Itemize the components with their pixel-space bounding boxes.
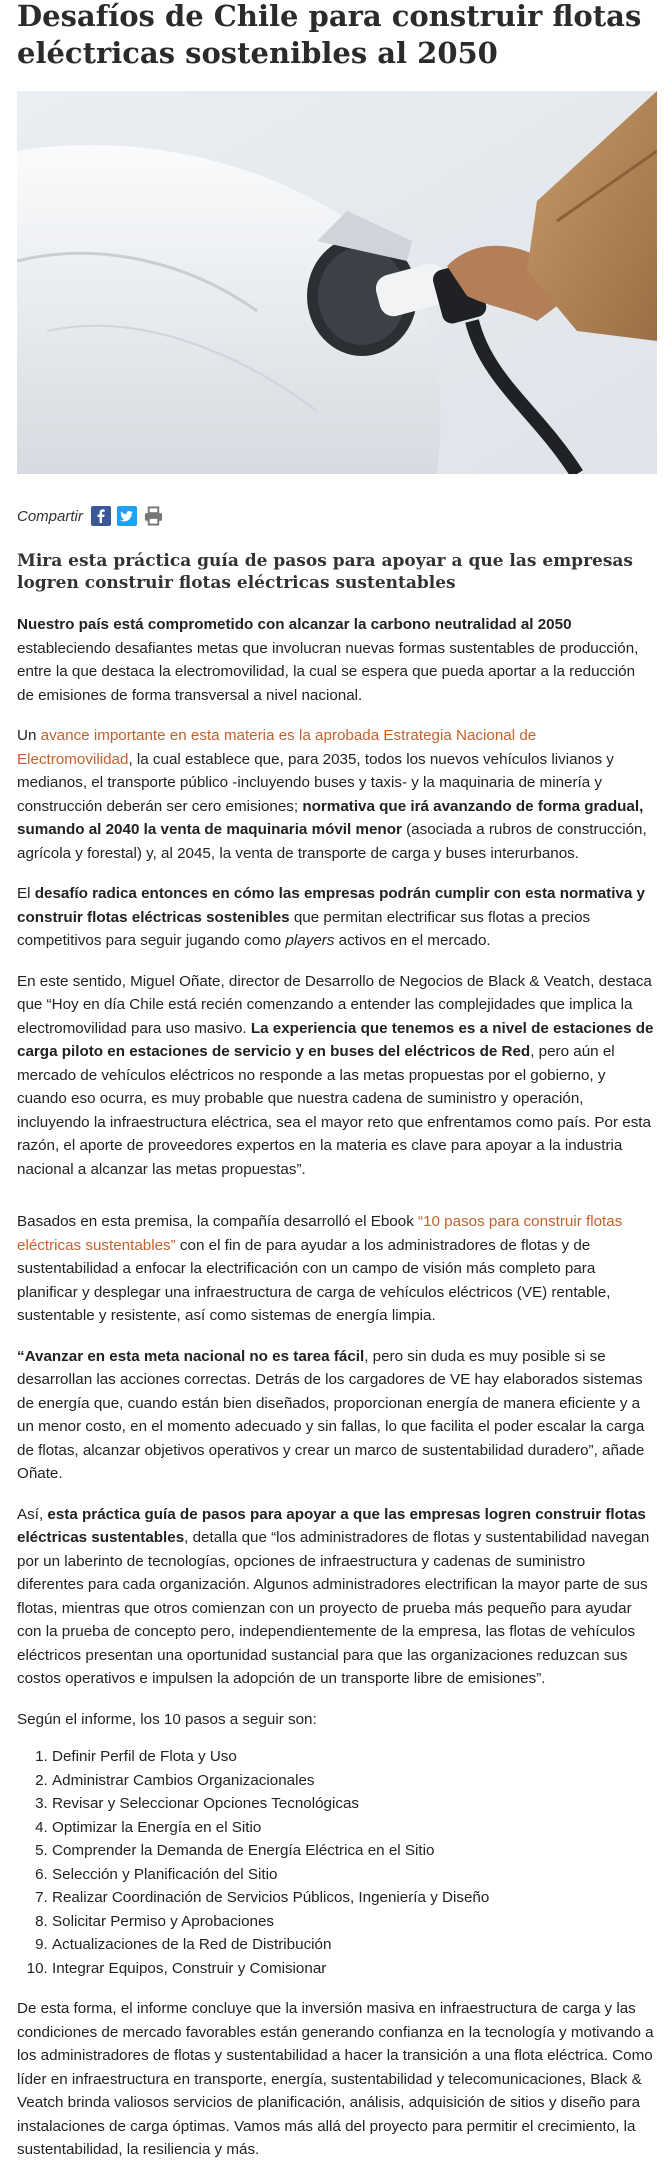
p2-bold: normativa que irá avanzando de forma gradual, sumando al 2040 la venta de maquinaria móvil menor (17, 797, 644, 838)
list-item: 10. Integrar Equipos, Construir y Comisionar (52, 1957, 656, 1981)
article-title: Desafíos de Chile para construir flotas eléctricas sostenibles al 2050 (17, 0, 642, 70)
list-item: 1. Definir Perfil de Flota y Uso (52, 1745, 656, 1769)
facebook-icon[interactable] (91, 506, 112, 527)
p4-bold: La experiencia que tenemos es a nivel de estaciones de carga piloto en estaciones de servicio y en buses del eléctricos de Red (17, 1019, 654, 1060)
list-item: 2. Administrar Cambios Organizacionales (52, 1769, 656, 1793)
paragraph-3 (17, 882, 656, 953)
paragraph-2 (17, 724, 656, 865)
twitter-icon[interactable] (117, 506, 138, 527)
p3-italic: players (285, 932, 335, 949)
p5-rest: con el fin de para ayudar a los administradores de flotas y de sustentabilidad a enfocar la electrificación con un campo de visión más completo para planificar y desplegar una infraestructura de carga de vehículos eléctricos (VE) rentable, sustentable y resistente, así como sistemas de energía limpia. (17, 1236, 611, 1324)
p4-pre: En este sentido, Miguel Oñate, director de Desarrollo de Negocios de Black & Veatch, destaca que “Hoy en día Chile está recién comenzando a entender las complejidades que implica la electromovilidad para uso masivo. (17, 972, 652, 1037)
p2-mid: , la cual establece que, para 2035, todos los nuevos vehículos livianos y medianos, el transporte público -incluyendo buses y taxis- y la maquinaria de minería y construcción deberán ser cero emisiones; (17, 750, 614, 815)
steps-list (17, 1745, 656, 1980)
list-item: 5. Comprender la Demanda de Energía Eléctrica en el Sitio (52, 1839, 656, 1863)
paragraph-1 (17, 613, 656, 707)
p6-rest: , pero sin duda es muy posible si se desarrollan las acciones correctas. Detrás de los cargadores de VE hay elaborados sistemas de energía que, cuando están bien diseñados, proporcionan energía de manera eficiente y a un menor costo, en el momento adecuado y sin fallas, lo que facilita el poder escalar la carga de flotas, alcanzar objetivos operativos y crear un marco de sustentabilidad duradero”, añade Oñate. (17, 1347, 645, 1482)
p6-bold: “Avanzar en esta meta nacional no es tarea fácil (17, 1347, 365, 1365)
p3-bold: desafío radica entonces en cómo las empresas podrán cumplir con esta normativa y construir flotas eléctricas sostenibles (17, 885, 645, 926)
p3-mid: que permitan electrificar sus flotas a precios competitivos para seguir jugando como (17, 908, 591, 949)
p7-bold: esta práctica guía de pasos para apoyar a que las empresas logren construir flotas eléctricas sustentables (17, 1505, 646, 1546)
ev-charging-illustration (17, 91, 657, 474)
paragraph-9: De esta forma, el informe concluye que la inversión masiva en infraestructura de carga y las condiciones de mercado favorables están generando confianza en la tecnología y motivando a los administradores de flotas y sustentabilidad a hacer la transición a una flota eléctrica. Como líder en infraestructura en transporte, energía, sustentabilidad y telecomunicaciones, Black & Veatch brinda valiosos servicios de planificación, análisis, adquisición de sitios y diseño para instalaciones de carga óptimas. Vamos más allá del proyecto para permitir el crecimiento, la sustentabilidad, la resiliencia y más. (17, 2000, 654, 2158)
list-item: 9. Actualizaciones de la Red de Distribución (52, 1933, 656, 1957)
article-body (17, 613, 656, 2162)
share-bar (17, 503, 656, 529)
p4-rest: , pero aún el mercado de vehículos eléctricos no responde a las metas propuestas por el gobierno, y cuando eso ocurra, es muy probable que nuestra cadena de suministro y operación, incluyendo la infraestructura eléctrica, sea el mayor reto que enfrentamos como país. Por esta razón, el aporte de proveedores expertos en la materia es clave para apoyar a la industria nacional a alcanzar las metas propuestas”. (17, 1043, 651, 1178)
share-label: Compartir (17, 507, 83, 525)
paragraph-4 (17, 970, 656, 1182)
p2-pre: Un (17, 727, 41, 744)
list-item: 8. Solicitar Permiso y Aprobaciones (52, 1910, 656, 1934)
paragraph-8: Según el informe, los 10 pasos a seguir son: (17, 1710, 317, 1728)
list-item: 4. Optimizar la Energía en el Sitio (52, 1816, 656, 1840)
article-subtitle: Mira esta práctica guía de pasos para apoyar a que las empresas logren construir flotas eléctricas sustentables (17, 551, 634, 593)
paragraph-7 (17, 1503, 656, 1691)
p7-rest: , detalla que “los administradores de flotas y sustentabilidad navegan por un laberinto de tecnologías, opciones de infraestructura y cadenas de suministro diferentes para cada organización. Algunos administradores electrifican la mayor parte de sus flotas, mientras que otros comienzan con un proyecto de prueba más pequeño para ayudar con la prueba de concepto pero, independientemente de la empresa, las flotas de vehículos eléctricos presentan una oportunidad sustancial para que las organizaciones reduzcan sus costos operativos e impulsen la adopción de un transporte libre de emisiones”. (17, 1529, 650, 1687)
print-icon[interactable] (143, 506, 164, 527)
paragraph-5 (17, 1210, 656, 1328)
list-item: 3. Revisar y Seleccionar Opciones Tecnológicas (52, 1792, 656, 1816)
paragraph-6 (17, 1345, 656, 1486)
p3-pre: El (17, 885, 35, 902)
p2-rest: (asociada a rubros de construcción, agrícola y forestal) y, al 2045, la venta de transporte de carga y buses interurbanos. (17, 821, 647, 862)
list-item: 6. Selección y Planificación del Sitio (52, 1863, 656, 1887)
p7-pre: Así, (17, 1505, 48, 1523)
list-item: 7. Realizar Coordinación de Servicios Públicos, Ingeniería y Diseño (52, 1886, 656, 1910)
p1-text: estableciendo desafiantes metas que involucran nuevas formas sustentables de producción, entre la que destaca la electromovilidad, la cual se espera que pueda aportar a la reducción de emisiones de forma transversal a nivel nacional. (17, 639, 639, 704)
p5-pre: Basados en esta premisa, la compañía desarrolló el Ebook (17, 1213, 419, 1230)
p3-rest: activos en el mercado. (334, 932, 491, 949)
estrategia-link[interactable]: avance importante en esta materia es la aprobada Estrategia Nacional de Electromovilidad (17, 727, 537, 768)
hero-image (17, 91, 657, 474)
ebook-link[interactable]: “10 pasos para construir flotas eléctricas sustentables” (17, 1213, 623, 1254)
p1-bold: Nuestro país está comprometido con alcanzar la carbono neutralidad al 2050 (17, 616, 572, 633)
